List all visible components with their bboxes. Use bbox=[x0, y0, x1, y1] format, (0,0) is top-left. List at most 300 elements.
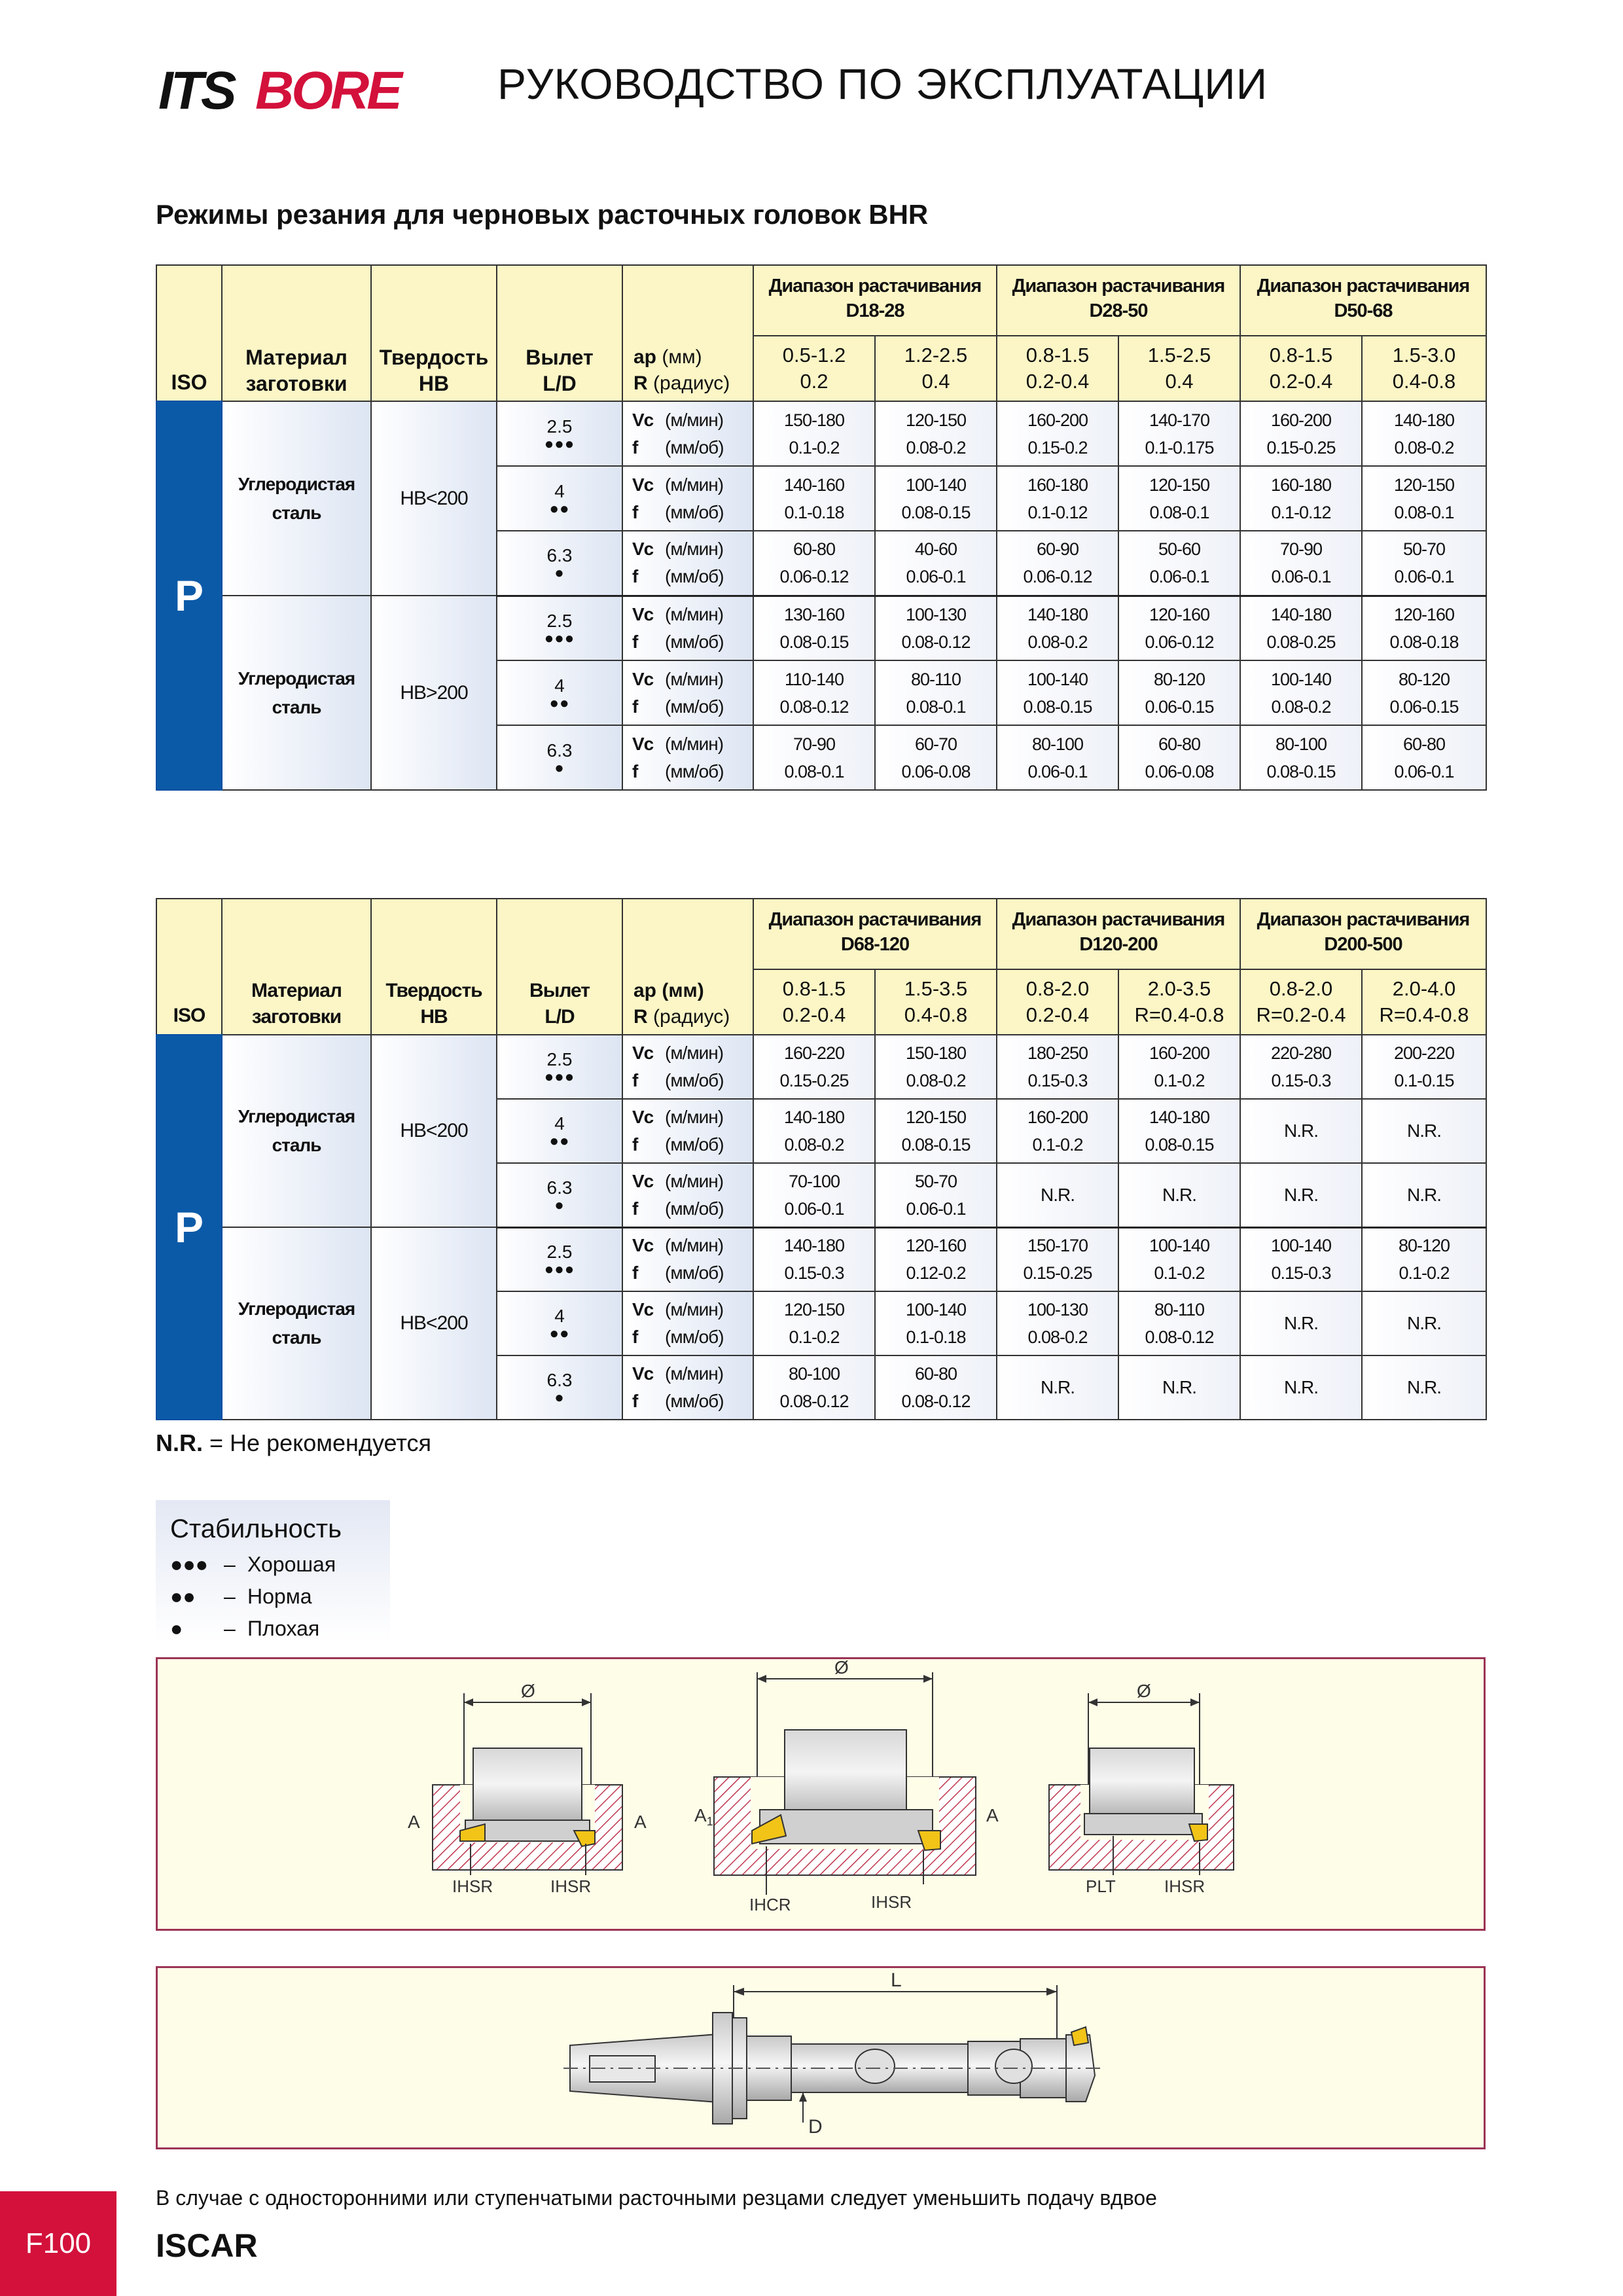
feed-value: 0.1-0.15 bbox=[1394, 1071, 1454, 1090]
overhang-value: 4 bbox=[554, 1306, 565, 1326]
iso-header: ISO bbox=[156, 265, 222, 401]
boring-range-d28-50: Диапазон растачивания D28-50 bbox=[997, 265, 1240, 336]
overhang-cell bbox=[497, 531, 622, 596]
insert-label: IHSR bbox=[1164, 1876, 1205, 1896]
cutting-data-cell bbox=[1240, 1035, 1362, 1099]
vc-value: 160-180 bbox=[1270, 475, 1332, 495]
cutting-data-cell bbox=[875, 1163, 997, 1227]
insert-label: IHCR bbox=[749, 1895, 791, 1914]
vc-f-label-cell bbox=[622, 1355, 753, 1420]
cutting-data-cell bbox=[1362, 466, 1486, 531]
feed-value: 0.08-0.2 bbox=[1394, 437, 1454, 457]
cutting-data-cell bbox=[1362, 1227, 1486, 1291]
f-unit: (мм/об) bbox=[665, 1327, 724, 1347]
diameter-label: Ø bbox=[521, 1681, 535, 1701]
f-symbol: f bbox=[632, 1198, 638, 1219]
feed-value: 0.15-0.2 bbox=[1027, 437, 1088, 457]
vc-value: 100-140 bbox=[1149, 1236, 1210, 1256]
cutting-data-cell bbox=[753, 1035, 875, 1099]
feed-value: 0.1-0.2 bbox=[1154, 1071, 1205, 1090]
overhang-value: 4 bbox=[554, 1113, 565, 1134]
f-unit: (мм/об) bbox=[665, 1070, 724, 1090]
diameter-d-label: D bbox=[808, 2116, 823, 2138]
feed-value: 0.08-0.2 bbox=[1027, 632, 1088, 652]
vc-unit: (м/мин) bbox=[665, 474, 724, 495]
feed-value: 0.06-0.12 bbox=[1145, 632, 1214, 652]
material-header: Материал заготовки bbox=[222, 899, 371, 1035]
vc-f-label-cell bbox=[622, 660, 753, 725]
vc-value: 70-100 bbox=[788, 1171, 840, 1191]
vc-unit: (м/мин) bbox=[665, 409, 724, 430]
f-symbol: f bbox=[632, 566, 638, 587]
f-symbol: f bbox=[632, 437, 638, 457]
material-line: Углеродистая bbox=[238, 473, 355, 494]
vc-value: 140-180 bbox=[1270, 604, 1332, 624]
ap-r-header: ap (мм) R (радиус) bbox=[622, 899, 753, 1035]
feed-value: 0.06-0.1 bbox=[1027, 761, 1088, 781]
vc-value: 100-130 bbox=[905, 604, 967, 624]
f-label bbox=[632, 499, 753, 526]
f-unit: (мм/об) bbox=[665, 631, 724, 652]
not-recommended-cell: N.R. bbox=[1240, 1291, 1362, 1355]
cutting-data-cell bbox=[1240, 531, 1362, 596]
a1-label: $A_1$ bbox=[694, 1805, 713, 1828]
vc-value: 80-120 bbox=[1398, 669, 1450, 689]
cutting-data-cell bbox=[875, 725, 997, 790]
legend-item-poor: ● – Плохая bbox=[170, 1617, 320, 1640]
vc-unit: (м/мин) bbox=[665, 603, 724, 624]
vc-unit: (м/мин) bbox=[665, 1107, 724, 1127]
vc-label bbox=[632, 406, 753, 434]
cutting-data-cell bbox=[1118, 660, 1240, 725]
f-label bbox=[632, 1388, 753, 1415]
feed-value: 0.15-0.25 bbox=[1023, 1263, 1092, 1283]
vc-value: 160-200 bbox=[1027, 410, 1088, 430]
overhang-value: 6.3 bbox=[546, 545, 573, 566]
cutting-data-cell bbox=[1118, 466, 1240, 531]
f-symbol: f bbox=[632, 501, 638, 522]
overhang-cell bbox=[497, 725, 622, 790]
feed-value: 0.08-0.15 bbox=[1023, 696, 1092, 717]
vc-label bbox=[632, 1232, 753, 1259]
vc-value: 40-60 bbox=[914, 539, 957, 560]
diameter-label: Ø bbox=[834, 1659, 849, 1677]
vc-unit: (м/мин) bbox=[665, 733, 724, 754]
hardness-header: Твердость HB bbox=[371, 899, 497, 1035]
iso-group-p: P bbox=[156, 401, 222, 790]
boring-range-d50-68: Диапазон растачивания D50-68 bbox=[1240, 265, 1486, 336]
overhang-value: 4 bbox=[554, 480, 565, 501]
cutting-data-cell bbox=[997, 660, 1118, 725]
cutting-data-cell bbox=[875, 1291, 997, 1355]
vc-symbol: Vc bbox=[632, 1363, 654, 1384]
feed-value: 0.08-0.15 bbox=[1145, 1135, 1214, 1155]
vc-value: 80-110 bbox=[1154, 1300, 1205, 1319]
cutting-data-cell bbox=[1118, 596, 1240, 660]
cutting-data-cell bbox=[1362, 725, 1486, 790]
feed-value: 0.08-0.1 bbox=[1394, 502, 1454, 522]
feed-value: 0.1-0.2 bbox=[789, 437, 840, 457]
vc-value: 100-130 bbox=[1027, 1300, 1088, 1319]
f-label bbox=[632, 1195, 753, 1223]
vc-value: 160-220 bbox=[783, 1043, 845, 1063]
stability-dots: ●●● bbox=[544, 629, 575, 647]
overhang-cell bbox=[497, 1163, 622, 1227]
f-unit: (мм/об) bbox=[665, 1134, 724, 1155]
feed-value: 0.15-0.3 bbox=[1271, 1263, 1331, 1283]
cutting-data-cell bbox=[997, 466, 1118, 531]
hardness-header: Твердость HB bbox=[371, 265, 497, 401]
vc-value: 160-180 bbox=[1027, 475, 1088, 495]
feed-value: 0.08-0.12 bbox=[779, 1391, 849, 1411]
feed-value: 0.08-0.15 bbox=[901, 1135, 971, 1155]
f-symbol: f bbox=[632, 631, 638, 652]
vc-value: 160-200 bbox=[1270, 410, 1332, 430]
hardness-cell: HB<200 bbox=[371, 401, 497, 596]
f-unit: (мм/об) bbox=[665, 566, 724, 587]
f-unit: (мм/об) bbox=[665, 1391, 724, 1411]
feed-value: 0.08-0.15 bbox=[901, 502, 971, 522]
f-unit: (мм/об) bbox=[665, 1263, 724, 1283]
vc-value: 140-180 bbox=[783, 1236, 845, 1256]
vc-value: 220-280 bbox=[1270, 1043, 1332, 1063]
feed-value: 0.1-0.2 bbox=[1154, 1263, 1205, 1283]
vc-label bbox=[632, 601, 753, 628]
a-label-left: A bbox=[408, 1812, 420, 1832]
drawing-twin-ihsr bbox=[408, 1681, 647, 1896]
vc-symbol: Vc bbox=[632, 1170, 654, 1191]
cutting-data-cell bbox=[753, 531, 875, 596]
stability-dots: ● bbox=[554, 759, 565, 777]
cutting-data-cell bbox=[1362, 1035, 1486, 1099]
vc-label bbox=[632, 1103, 753, 1131]
vc-value: 100-140 bbox=[1270, 1236, 1332, 1256]
not-recommended-cell: N.R. bbox=[1362, 1163, 1486, 1227]
vc-unit: (м/мин) bbox=[665, 668, 724, 689]
vc-label bbox=[632, 1360, 753, 1388]
cutting-data-cell bbox=[753, 725, 875, 790]
stability-dots: ●●● bbox=[544, 1261, 575, 1279]
cutting-data-cell bbox=[1118, 401, 1240, 466]
not-recommended-cell: N.R. bbox=[1240, 1355, 1362, 1420]
feed-value: 0.08-0.1 bbox=[906, 696, 966, 717]
hardness-cell: HB<200 bbox=[371, 1035, 497, 1227]
cutting-data-cell bbox=[753, 596, 875, 660]
cutting-data-cell bbox=[753, 1099, 875, 1163]
vc-value: 140-180 bbox=[1149, 1107, 1210, 1127]
cutting-data-cell bbox=[875, 531, 997, 596]
cutting-data-cell bbox=[1118, 1227, 1240, 1291]
vc-value: 120-150 bbox=[1393, 475, 1455, 495]
cutting-data-cell bbox=[1362, 660, 1486, 725]
vc-symbol: Vc bbox=[632, 1107, 654, 1127]
vc-value: 110-140 bbox=[784, 669, 844, 689]
overhang-value: 4 bbox=[554, 675, 565, 696]
interval-header: 2.0-3.5 R=0.4-0.8 bbox=[1118, 969, 1240, 1035]
vc-value: 80-100 bbox=[788, 1364, 840, 1384]
material-line: Углеродистая bbox=[238, 1299, 355, 1319]
overhang-header: Вылет L/D bbox=[497, 265, 622, 401]
vc-symbol: Vc bbox=[632, 603, 654, 624]
feed-value: 0.06-0.1 bbox=[1394, 761, 1454, 781]
overhang-value: 6.3 bbox=[546, 740, 573, 761]
material-line: сталь bbox=[272, 1327, 321, 1348]
feed-value: 0.1-0.18 bbox=[784, 502, 844, 522]
vc-label bbox=[632, 1296, 753, 1323]
overhang-value: 2.5 bbox=[546, 416, 573, 437]
feed-value: 0.1-0.12 bbox=[1027, 502, 1088, 522]
vc-value: 60-90 bbox=[1036, 539, 1079, 560]
vc-value: 150-170 bbox=[1027, 1236, 1088, 1256]
feed-value: 0.1-0.2 bbox=[1399, 1263, 1450, 1283]
overhang-cell bbox=[497, 1291, 622, 1355]
feed-value: 0.15-0.3 bbox=[1027, 1071, 1088, 1090]
overhang-cell bbox=[497, 660, 622, 725]
feed-value: 0.06-0.1 bbox=[784, 1198, 844, 1219]
vc-f-label-cell bbox=[622, 725, 753, 790]
vc-value: 60-70 bbox=[914, 734, 957, 754]
interval-header: 1.5-3.0 0.4-0.8 bbox=[1362, 336, 1486, 401]
cutting-data-cell bbox=[1240, 725, 1362, 790]
interval-header: 1.5-2.5 0.4 bbox=[1118, 336, 1240, 401]
vc-f-label-cell bbox=[622, 401, 753, 466]
cutting-data-cell bbox=[1240, 1227, 1362, 1291]
feed-value: 0.08-0.18 bbox=[1389, 632, 1459, 652]
cutting-data-cell bbox=[1118, 1099, 1240, 1163]
f-unit: (мм/об) bbox=[665, 1198, 724, 1219]
tool-assembly-diagram bbox=[158, 1968, 1484, 2147]
vc-symbol: Vc bbox=[632, 1299, 654, 1319]
cutting-data-cell bbox=[753, 1291, 875, 1355]
drawing-plt-ihsr bbox=[1049, 1681, 1234, 1896]
overhang-value: 2.5 bbox=[546, 1242, 573, 1263]
f-label bbox=[632, 563, 753, 590]
insert-label: IHSR bbox=[452, 1876, 493, 1896]
feed-value: 0.1-0.12 bbox=[1271, 502, 1331, 522]
stability-dots: ●●● bbox=[544, 1068, 575, 1086]
cutting-data-cell bbox=[1240, 401, 1362, 466]
overhang-cell bbox=[497, 466, 622, 531]
cutting-data-cell bbox=[997, 1291, 1118, 1355]
logo-prefix: ITS bbox=[158, 63, 234, 115]
length-label: L bbox=[891, 1969, 902, 1991]
not-recommended-cell: N.R. bbox=[1240, 1099, 1362, 1163]
cutting-data-cell bbox=[1362, 596, 1486, 660]
not-recommended-cell: N.R. bbox=[1240, 1163, 1362, 1227]
material-line: Углеродистая bbox=[238, 1106, 355, 1126]
vc-value: 200-220 bbox=[1393, 1043, 1455, 1063]
vc-f-label-cell bbox=[622, 1291, 753, 1355]
vc-value: 100-140 bbox=[1027, 669, 1088, 689]
vc-value: 60-80 bbox=[1158, 734, 1201, 754]
interval-header: 0.8-2.0 R=0.2-0.4 bbox=[1240, 969, 1362, 1035]
brand-name: ISCAR bbox=[156, 2227, 258, 2264]
stability-dots: ●● bbox=[549, 1132, 570, 1150]
vc-value: 160-200 bbox=[1027, 1107, 1088, 1127]
material-cell bbox=[222, 1035, 371, 1227]
f-symbol: f bbox=[632, 761, 638, 781]
vc-unit: (м/мин) bbox=[665, 1299, 724, 1319]
overhang-cell bbox=[497, 596, 622, 660]
insert-label: IHSR bbox=[550, 1876, 592, 1896]
cutting-data-cell bbox=[875, 1035, 997, 1099]
feed-value: 0.1-0.2 bbox=[1032, 1135, 1083, 1155]
f-symbol: f bbox=[632, 1263, 638, 1283]
nr-note: N.R. = Не рекомендуется bbox=[156, 1429, 431, 1456]
vc-unit: (м/мин) bbox=[665, 1235, 724, 1256]
vc-symbol: Vc bbox=[632, 409, 654, 430]
vc-value: 140-160 bbox=[783, 475, 845, 495]
boring-head-diagram bbox=[158, 1659, 1484, 1929]
cutting-data-cell bbox=[1118, 531, 1240, 596]
material-line: сталь bbox=[272, 1135, 321, 1155]
cutting-data-cell bbox=[1240, 660, 1362, 725]
stability-dots: ● bbox=[554, 1389, 565, 1407]
feed-value: 0.06-0.1 bbox=[1271, 567, 1331, 587]
overhang-cell bbox=[497, 1099, 622, 1163]
cutting-data-cell bbox=[875, 660, 997, 725]
feed-value: 0.06-0.08 bbox=[901, 761, 971, 781]
interval-header: 0.8-1.5 0.2-0.4 bbox=[1240, 336, 1362, 401]
vc-value: 60-80 bbox=[793, 539, 836, 560]
insert-label: IHSR bbox=[871, 1892, 912, 1912]
interval-header: 1.2-2.5 0.4 bbox=[875, 336, 997, 401]
f-symbol: f bbox=[632, 696, 638, 717]
feed-value: 0.08-0.1 bbox=[1149, 502, 1209, 522]
vc-value: 50-70 bbox=[914, 1171, 957, 1191]
boring-range-d68-120: Диапазон растачивания D68-120 bbox=[753, 899, 997, 969]
vc-value: 120-150 bbox=[1149, 475, 1210, 495]
not-recommended-cell: N.R. bbox=[1118, 1163, 1240, 1227]
material-line: Углеродистая bbox=[238, 668, 355, 689]
stability-dots: ●● bbox=[549, 499, 570, 518]
f-unit: (мм/об) bbox=[665, 437, 724, 457]
a-label: A bbox=[986, 1805, 999, 1825]
f-symbol: f bbox=[632, 1327, 638, 1347]
f-unit: (мм/об) bbox=[665, 696, 724, 717]
logo-suffix: BORE bbox=[255, 63, 400, 115]
hardness-cell: HB>200 bbox=[371, 596, 497, 790]
cutting-data-cell bbox=[875, 1099, 997, 1163]
feed-value: 0.06-0.08 bbox=[1145, 761, 1214, 781]
interval-header: 2.0-4.0 R=0.4-0.8 bbox=[1362, 969, 1486, 1035]
stability-dots: ●● bbox=[549, 1325, 570, 1342]
tool-assembly-drawing bbox=[156, 1966, 1486, 2149]
cutting-data-cell bbox=[997, 725, 1118, 790]
feed-value: 0.08-0.15 bbox=[1266, 761, 1336, 781]
feed-value: 0.08-0.12 bbox=[779, 696, 849, 717]
vc-value: 140-170 bbox=[1149, 410, 1210, 430]
cutting-data-cell bbox=[997, 1035, 1118, 1099]
material-cell bbox=[222, 1227, 371, 1420]
vc-value: 70-90 bbox=[793, 734, 836, 754]
cutting-data-cell bbox=[875, 1355, 997, 1420]
f-label bbox=[632, 1323, 753, 1351]
stability-dots: ● bbox=[554, 1196, 565, 1214]
vc-value: 80-100 bbox=[1275, 734, 1327, 754]
vc-label bbox=[632, 730, 753, 758]
vc-symbol: Vc bbox=[632, 733, 654, 754]
vc-unit: (м/мин) bbox=[665, 1363, 724, 1384]
overhang-cell bbox=[497, 401, 622, 466]
not-recommended-cell: N.R. bbox=[1118, 1355, 1240, 1420]
f-label bbox=[632, 1067, 753, 1094]
feed-value: 0.06-0.15 bbox=[1389, 696, 1459, 717]
vc-value: 160-200 bbox=[1149, 1043, 1210, 1063]
not-recommended-cell: N.R. bbox=[1362, 1099, 1486, 1163]
feed-value: 0.15-0.3 bbox=[784, 1263, 844, 1283]
overhang-value: 2.5 bbox=[546, 1049, 573, 1069]
vc-unit: (м/мин) bbox=[665, 1043, 724, 1063]
vc-label bbox=[632, 666, 753, 693]
vc-value: 120-160 bbox=[1393, 604, 1455, 624]
overhang-cell bbox=[497, 1035, 622, 1099]
material-cell bbox=[222, 401, 371, 596]
vc-value: 100-140 bbox=[1270, 669, 1332, 689]
document-title: РУКОВОДСТВО ПО ЭКСПЛУАТАЦИИ bbox=[497, 60, 1268, 108]
cutting-data-table-2 bbox=[156, 898, 1487, 1420]
feed-value: 0.06-0.1 bbox=[906, 1198, 966, 1219]
vc-value: 50-70 bbox=[1402, 539, 1446, 560]
f-symbol: f bbox=[632, 1391, 638, 1411]
not-recommended-cell: N.R. bbox=[1362, 1291, 1486, 1355]
feed-value: 0.06-0.12 bbox=[779, 567, 849, 587]
feed-value: 0.06-0.12 bbox=[1023, 567, 1092, 587]
cutting-data-cell bbox=[997, 401, 1118, 466]
feed-value: 0.06-0.1 bbox=[906, 567, 966, 587]
vc-value: 80-100 bbox=[1031, 734, 1084, 754]
vc-f-label-cell bbox=[622, 466, 753, 531]
interval-header: 0.8-1.5 0.2-0.4 bbox=[753, 969, 875, 1035]
section-title: Режимы резания для черновых расточных головок BHR bbox=[156, 199, 929, 230]
boring-range-d120-200: Диапазон растачивания D120-200 bbox=[997, 899, 1240, 969]
vc-symbol: Vc bbox=[632, 1235, 654, 1256]
feed-value: 0.08-0.2 bbox=[906, 437, 966, 457]
vc-unit: (м/мин) bbox=[665, 1170, 724, 1191]
vc-value: 60-80 bbox=[1402, 734, 1446, 754]
vc-value: 120-150 bbox=[783, 1300, 845, 1319]
cutting-data-cell bbox=[753, 466, 875, 531]
material-line: сталь bbox=[272, 502, 321, 523]
material-cell bbox=[222, 596, 371, 790]
feed-value: 0.1-0.2 bbox=[789, 1327, 840, 1347]
feed-value: 0.15-0.25 bbox=[779, 1071, 849, 1090]
boring-head-drawings bbox=[156, 1657, 1486, 1931]
feed-value: 0.08-0.1 bbox=[784, 761, 844, 781]
cutting-data-cell bbox=[875, 466, 997, 531]
vc-label bbox=[632, 1168, 753, 1195]
vc-value: 70-90 bbox=[1279, 539, 1323, 560]
vc-unit: (м/мин) bbox=[665, 539, 724, 560]
overhang-value: 6.3 bbox=[546, 1370, 573, 1390]
diameter-label: Ø bbox=[1137, 1681, 1151, 1701]
overhang-cell bbox=[497, 1227, 622, 1291]
overhang-header: Вылет L/D bbox=[497, 899, 622, 1035]
stability-legend-title: Стабильность bbox=[170, 1515, 342, 1543]
vc-value: 140-180 bbox=[783, 1107, 845, 1127]
iso-group-p: P bbox=[156, 1035, 222, 1420]
f-symbol: f bbox=[632, 1134, 638, 1155]
vc-value: 140-180 bbox=[1027, 604, 1088, 624]
vc-symbol: Vc bbox=[632, 474, 654, 495]
feed-value: 0.08-0.2 bbox=[1271, 696, 1331, 717]
feed-value: 0.15-0.25 bbox=[1266, 437, 1336, 457]
cutting-data-cell bbox=[875, 401, 997, 466]
vc-value: 120-150 bbox=[905, 1107, 967, 1127]
f-label bbox=[632, 1259, 753, 1287]
feed-value: 0.08-0.12 bbox=[901, 632, 971, 652]
feed-value: 0.08-0.2 bbox=[784, 1135, 844, 1155]
